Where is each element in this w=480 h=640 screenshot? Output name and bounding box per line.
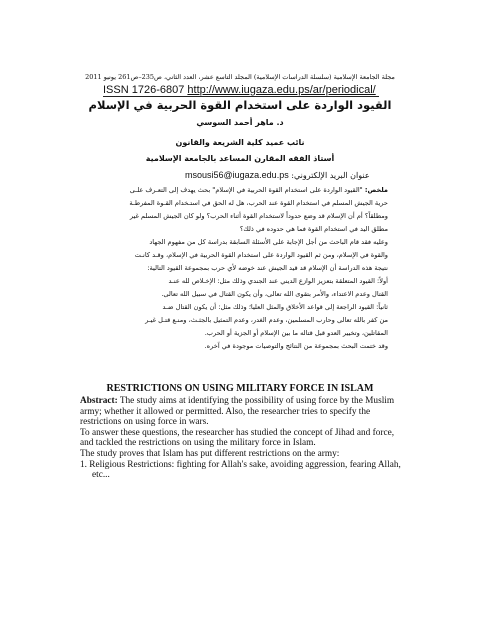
arabic-abstract-line: المقاتلين، وتخيير العدو قبل قتاله ما بين الإسلام أو الجزية أو الحرب. xyxy=(204,329,388,337)
author-department: أستاذ الفقه المقارن المساعد بالجامعة الإسلامية xyxy=(145,154,335,163)
email-label: عنوان البريد الإلكتروني: xyxy=(291,171,370,180)
english-paragraph-2: To answer these questions, the researcher has studied the concept of Jihad and force, and tackled the restrictions on using the military force in Islam. xyxy=(80,427,395,449)
author-position: نائب عميد كلية الشريعة والقانون xyxy=(175,138,305,147)
arabic-abstract xyxy=(78,184,388,353)
english-paragraph-3: The study proves that Islam has put different restrictions on the army: xyxy=(80,448,340,459)
arabic-abstract-line: والقوة في الإسلام، ومن ثم القيود الواردة على استخدام القوة الحربية في الإسلام، وقـد كانـت xyxy=(134,251,388,259)
arabic-abstract-line: حرية الجيش المسلم في استخدام القوة عند الحرب، هل له الحق في استـخدام القـوة المفرطـة xyxy=(129,199,388,207)
arabic-abstract-line: نتيجة هذه الدراسة أن الإسلام قد قيد الجيش عند خوضه لأي حرب بمجموعة القيود التالية: xyxy=(147,264,388,272)
issn-number: ISSN 1726-6807 xyxy=(103,84,185,96)
arabic-title: القيود الواردة على استخدام القوة الحربية في الإسلام xyxy=(88,98,392,112)
abstract-lead-label: ملخص: xyxy=(364,186,388,194)
arabic-abstract-line: وقد ختمت البحث بمجموعة من النتائج والتوصيات موجودة في آخره. xyxy=(204,342,388,350)
arabic-abstract-line: من كفر بالله تعالى وحارب المسلمين، وعدم الغدر، وعدم التمثيل بالجثـث، ومنـع قتـل غيـر xyxy=(145,316,388,324)
arabic-abstract-line xyxy=(78,184,388,197)
author-name: د. ماهر أحمد السوسي xyxy=(196,118,284,127)
email-address[interactable]: msousi56@iugaza.edu.ps xyxy=(185,170,289,180)
english-title: RESTRICTIONS ON USING MILITARY FORCE IN ISLAM xyxy=(106,383,374,394)
arabic-abstract-line: القتال وعدم الاعتداء، والأمر بتقوى الله تعالى، وأن يكون القتال في سبيل الله تعالى. xyxy=(161,290,388,298)
english-abstract xyxy=(80,396,405,481)
abstract-label: Abstract: xyxy=(80,396,118,406)
arabic-abstract-line: أولاً: القيود المتعلقة بتعزيز الوازع الديني عند الجندي وذلك مثل: الإخـلاص لله عنـد xyxy=(168,277,388,285)
arabic-abstract-line: ومطلقاً؟ أم أن الإسلام قد وضع حدوداً لاستخدام القوة أثناء الحرب؟ ولو كان الجيش المسلم غير xyxy=(129,212,388,220)
email-line xyxy=(185,170,388,180)
arabic-abstract-line: مطلق اليد في استخدام القوة فما هي حدوده في ذلك؟ xyxy=(239,225,388,233)
arabic-abstract-line: وعليه فقد قام الباحث من أجل الإجابة على الأسئلة السابقة بدراسة كل من مفهوم الجهاد xyxy=(149,238,388,246)
english-abstract-paragraph xyxy=(80,396,405,428)
journal-url-link[interactable]: http://www.iugaza.edu.ps/ar/periodical/ xyxy=(187,84,376,96)
arabic-abstract-line: ثانياً: القيود الراجعة إلى قواعد الأخلاق والمثل العليا؛ وذلك مثل: أن يكون القتال ضـد xyxy=(162,303,388,311)
journal-citation-line: مجلة الجامعة الإسلامية (سلسلة الدراسات الإسلامية) المجلد التاسع عشر، العدد الثاني، ص235–ص261 يونيو 2011 xyxy=(85,73,395,81)
arabic-line-text: "القيود الواردة على استخدام القوة الحربية في الإسلام" بحث يهدف إلى التعـرف علـى xyxy=(129,186,363,194)
restriction-list-item-1: 1. Religious Restrictions: fighting for Allah's sake, avoiding aggression, fearing Allah, etc... xyxy=(80,459,401,481)
issn-url-line xyxy=(103,84,379,97)
abstract-text: The study aims at identifying the possibility of using force by the Muslim army; whether it allowed or permitted. Also, the researcher tries to specify the restrictions on using force in wars. xyxy=(80,396,395,428)
